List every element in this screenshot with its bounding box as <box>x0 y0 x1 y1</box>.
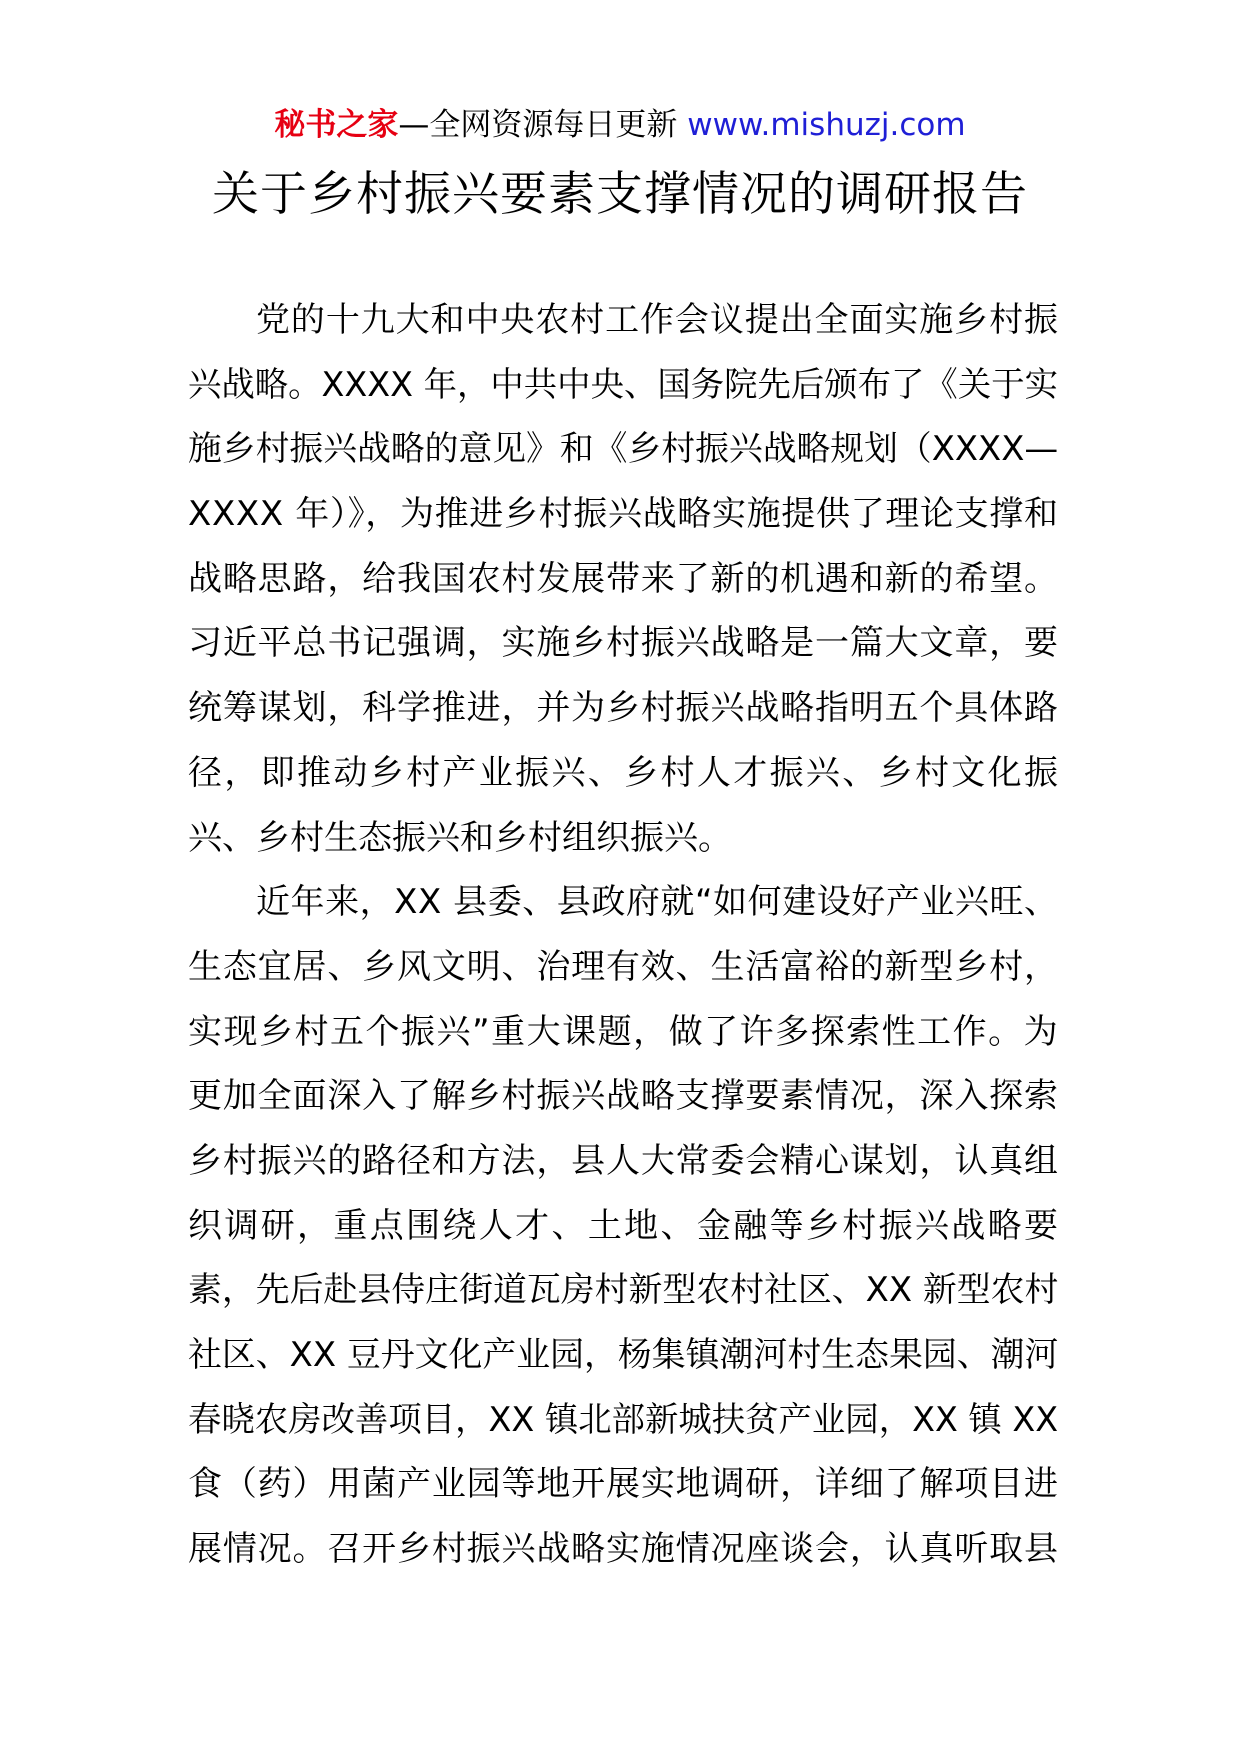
document-body <box>188 288 1061 1582</box>
paragraph-line: 生态宜居、乡风文明、治理有效、生活富裕的新型乡村， <box>188 946 1059 987</box>
paragraph-line: 社区、XX 豆丹文化产业园，杨集镇潮河村生态果园、潮河 <box>188 1335 1059 1375</box>
paragraph-line: 党的十九大和中央农村工作会议提出全面实施乡村振 <box>256 300 1059 340</box>
paragraph-line: XXXX 年）》，为推进乡村振兴战略实施提供了理论支撑和 <box>188 494 1059 535</box>
paragraph-line: 径，即推动乡村产业振兴、乡村人才振兴、乡村文化振 <box>188 752 1061 793</box>
paragraph-line: 习近平总书记强调，实施乡村振兴战略是一篇大文章，要 <box>188 623 1059 664</box>
site-header <box>0 103 1240 147</box>
paragraph-line: 实现乡村五个振兴”重大课题，做了许多探索性工作。为 <box>188 1011 1060 1052</box>
paragraph-line: 食（药）用菌产业园等地开展实地调研，详细了解项目进 <box>188 1464 1059 1505</box>
paragraph-line: 更加全面深入了解乡村振兴战略支撑要素情况，深入探索 <box>188 1076 1059 1117</box>
paragraph-line: 兴战略。XXXX 年，中共中央、国务院先后颁布了《关于实 <box>188 364 1058 405</box>
paragraph-line: 近年来，XX 县委、县政府就“如何建设好产业兴旺、 <box>256 882 1059 923</box>
site-url[interactable]: www.mishuzj.com <box>687 107 966 143</box>
paragraph-line: 春晓农房改善项目，XX 镇北部新城扶贫产业园，XX 镇 XX <box>188 1399 1059 1440</box>
paragraph-line: 展情况。召开乡村振兴战略实施情况座谈会，认真听取县 <box>188 1529 1059 1570</box>
brand-name: 秘书之家 <box>274 107 399 143</box>
paragraph-line: 兴、乡村生态振兴和乡村组织振兴。 <box>188 817 732 858</box>
site-tagline: —全网资源每日更新 <box>398 107 678 143</box>
document-title: 关于乡村振兴要素支撑情况的调研报告 <box>212 167 1028 222</box>
paragraph-line: 战略思路，给我国农村发展带来了新的机遇和新的希望。 <box>188 558 1059 599</box>
paragraph-line: 统筹谋划，科学推进，并为乡村振兴战略指明五个具体路 <box>188 688 1059 729</box>
paragraph-line: 织调研，重点围绕人才、土地、金融等乡村振兴战略要 <box>188 1205 1061 1246</box>
paragraph-line: 素，先后赴县侍庄街道瓦房村新型农村社区、XX 新型农村 <box>188 1270 1059 1311</box>
paragraph-line: 乡村振兴的路径和方法，县人大常委会精心谋划，认真组 <box>188 1140 1059 1181</box>
paragraph-line: 施乡村振兴战略的意见》和《乡村振兴战略规划（XXXX— <box>188 429 1059 470</box>
